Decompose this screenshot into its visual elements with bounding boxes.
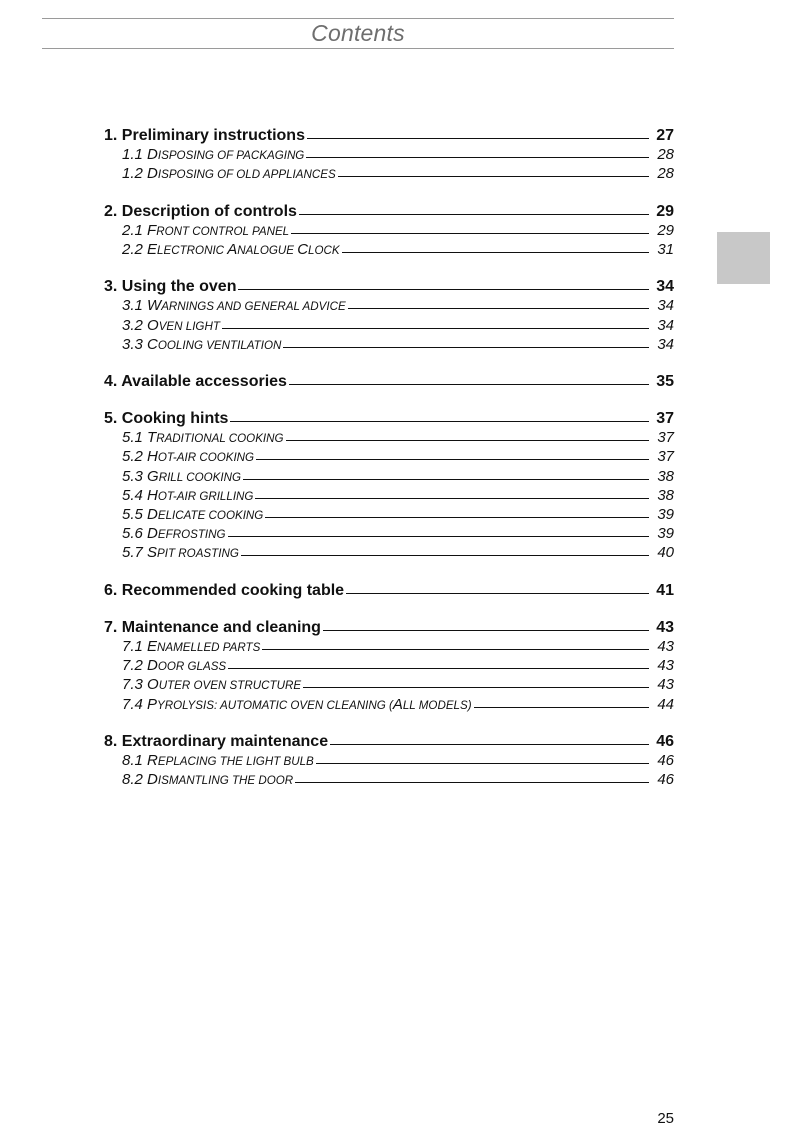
toc-leader: [238, 289, 649, 290]
toc-subentry-initial: D: [147, 525, 158, 543]
toc-subentry-page: 44: [657, 695, 674, 713]
toc-entry-page: 27: [656, 127, 674, 144]
toc-entry[interactable]: [104, 409, 674, 428]
toc-subentry-page: 37: [657, 448, 674, 466]
toc-subentry-text: OOLING VENTILATION: [157, 338, 282, 352]
toc-subentry-initial: F: [147, 221, 157, 239]
toc-subentry[interactable]: [104, 751, 674, 770]
toc-entry-label: Extraordinary maintenance: [121, 732, 329, 750]
toc-entry-title: [104, 581, 344, 600]
header-rule-bottom: [42, 48, 674, 49]
toc-subentry-initial: A: [227, 240, 238, 258]
toc-subentry-text: NALOGUE: [237, 243, 298, 257]
toc-subentry-number: 2.1: [122, 221, 143, 239]
toc-entry-label: Recommended cooking table: [121, 581, 345, 599]
toc-entry[interactable]: [104, 618, 674, 637]
toc-entry-number: 4.: [104, 372, 118, 390]
toc-subentry[interactable]: [104, 524, 674, 543]
toc-section: [104, 409, 674, 563]
toc-subentry-title: [122, 524, 226, 544]
toc-subentry-initial: S: [147, 544, 158, 562]
toc-subentry-text: RONT CONTROL PANEL: [156, 224, 290, 238]
toc-subentry-title: [122, 751, 314, 771]
toc-section: [104, 372, 674, 391]
page-title: Contents: [311, 20, 405, 46]
toc-entry[interactable]: [104, 126, 674, 145]
toc-entry-number: 5.: [104, 410, 118, 428]
toc-subentry-page: 28: [657, 165, 674, 183]
toc-subentry[interactable]: [104, 164, 674, 183]
toc-leader: [295, 782, 649, 783]
toc-subentry-initial: O: [147, 676, 159, 694]
toc-subentry-page: 34: [657, 297, 674, 315]
toc-subentry-number: 5.6: [122, 525, 143, 543]
header-rule-top: [42, 18, 674, 19]
toc-subentry-number: 3.3: [122, 335, 143, 353]
toc-subentry-text: ISPOSING OF PACKAGING: [157, 149, 305, 163]
toc-leader: [346, 593, 649, 594]
toc-subentry-page: 43: [657, 657, 674, 675]
toc-subentry-text: EPLACING THE LIGHT BULB: [157, 754, 314, 768]
toc-section: [104, 126, 674, 184]
toc-subentry-number: 5.1: [122, 429, 143, 447]
toc-subentry-text: ARNINGS AND GENERAL ADVICE: [161, 300, 346, 314]
toc-entry-page: 46: [656, 732, 674, 750]
toc-entry-label: Using the oven: [121, 278, 237, 296]
section-thumb-tab: [717, 232, 770, 284]
toc-entry-page: 35: [656, 372, 674, 390]
toc-subentry-initial: W: [147, 297, 162, 315]
toc-subentry-page: 37: [657, 429, 674, 447]
toc-subentry-page: 43: [657, 637, 674, 655]
toc-subentry-title: [122, 505, 263, 525]
toc-entry-title: [104, 277, 236, 296]
toc-leader: [228, 536, 649, 537]
toc-subentry-initial: E: [147, 240, 158, 258]
toc-subentry-text: OOR GLASS: [157, 660, 227, 674]
toc-subentry[interactable]: [104, 296, 674, 315]
toc-section: [104, 581, 674, 600]
toc-leader: [323, 630, 649, 631]
toc-subentry-number: 5.4: [122, 486, 143, 504]
toc-subentry-initial: D: [147, 146, 158, 164]
toc-entry-page: 43: [656, 618, 674, 636]
toc-leader: [291, 233, 649, 234]
toc-subentry-page: 39: [657, 506, 674, 523]
toc-entry-number: 8.: [104, 732, 118, 750]
toc-subentry-number: 5.3: [122, 467, 143, 485]
toc-subentry-text: LECTRONIC: [157, 243, 228, 257]
toc-subentry-initial: E: [147, 637, 158, 655]
toc-subentry-text: OT-AIR GRILLING: [157, 489, 254, 503]
toc-leader: [222, 328, 649, 329]
toc-subentry-initial: D: [147, 165, 158, 183]
toc-leader: [255, 498, 649, 499]
toc-subentry-title: [122, 296, 346, 316]
toc-subentry[interactable]: [104, 428, 674, 447]
toc-leader: [265, 517, 649, 518]
toc-subentry-number: 5.7: [122, 544, 143, 562]
toc-subentry[interactable]: [104, 675, 674, 694]
toc-subentry-text: LL MODELS): [402, 698, 472, 712]
toc-subentry-text: ELICATE COOKING: [157, 509, 264, 522]
toc-entry[interactable]: [104, 581, 674, 600]
toc-entry[interactable]: [104, 372, 674, 391]
toc-subentry-title: [122, 467, 241, 487]
toc-entry-page: 41: [656, 581, 674, 599]
toc-leader: [338, 176, 649, 177]
toc-subentry-page: 46: [657, 751, 674, 769]
toc-subentry-text: UTER OVEN STRUCTURE: [158, 679, 302, 693]
toc-subentry-initial: G: [147, 467, 159, 485]
toc-subentry[interactable]: [104, 656, 674, 675]
toc-leader: [474, 707, 649, 708]
toc-entry-number: 1.: [104, 127, 118, 144]
toc-subentry[interactable]: [104, 543, 674, 562]
toc-leader: [348, 308, 649, 309]
toc-entry-title: [104, 732, 328, 751]
toc-entry-title: [104, 126, 305, 145]
toc-subentry-page: 28: [657, 146, 674, 164]
toc-subentry-initial: H: [147, 448, 158, 466]
toc-entry[interactable]: [104, 202, 674, 221]
toc-subentry-initial: C: [297, 240, 309, 258]
toc-subentry[interactable]: [104, 695, 674, 714]
toc-subentry[interactable]: [104, 637, 674, 656]
toc-leader: [303, 687, 649, 688]
toc-entry-label: Available accessories: [121, 372, 287, 390]
toc-entry-label: Description of controls: [121, 202, 297, 220]
toc-section: [104, 277, 674, 354]
toc-subentry-title: [122, 656, 226, 676]
toc-subentry-title: [122, 145, 304, 165]
toc-entry-title: [104, 618, 321, 637]
page-number: 25: [657, 1110, 674, 1127]
toc-entry[interactable]: [104, 732, 674, 751]
toc-subentry-title: [122, 164, 336, 184]
toc-entry-page: 29: [656, 202, 674, 220]
toc-subentry-title: [122, 695, 472, 715]
toc-entry-page: 37: [656, 410, 674, 428]
toc-subentry-initial: D: [147, 506, 158, 523]
toc-subentry-title: [122, 335, 281, 355]
toc-subentry[interactable]: [104, 505, 674, 524]
toc-entry-title: [104, 372, 287, 391]
toc-leader: [262, 649, 649, 650]
toc-leader: [228, 668, 649, 669]
toc-entry-page: 34: [656, 278, 674, 296]
toc-subentry-title: [122, 637, 260, 657]
toc-subentry-text: ISMANTLING THE DOOR: [157, 774, 294, 788]
toc-subentry-number: 7.3: [122, 676, 143, 694]
toc-section: [104, 732, 674, 790]
toc-leader: [316, 763, 649, 764]
toc-subentry-text: PIT ROASTING: [157, 547, 239, 561]
toc-subentry-title: [122, 543, 239, 563]
toc-subentry[interactable]: [104, 486, 674, 505]
toc-subentry-initial: A: [392, 695, 403, 713]
toc-subentry-page: 38: [657, 486, 674, 504]
toc-subentry[interactable]: [104, 447, 674, 466]
toc-leader: [299, 214, 649, 215]
toc-subentry-text: LOCK: [308, 243, 340, 257]
toc-subentry-number: 1.2: [122, 165, 143, 183]
toc-subentry-number: 7.1: [122, 637, 143, 655]
toc-entry-label: Maintenance and cleaning: [121, 618, 321, 636]
toc-subentry-number: 8.2: [122, 771, 143, 789]
toc-subentry[interactable]: [104, 770, 674, 789]
toc-subentry[interactable]: [104, 145, 674, 164]
toc-subentry-number: 5.2: [122, 448, 143, 466]
toc-subentry-text: RILL COOKING: [158, 470, 241, 484]
toc-subentry-number: 3.1: [122, 297, 143, 315]
toc-entry[interactable]: [104, 277, 674, 296]
toc-leader: [289, 384, 649, 385]
toc-subentry-initial: R: [147, 751, 158, 769]
toc-subentry-initial: P: [147, 695, 158, 713]
toc-subentry-page: 39: [657, 525, 674, 543]
toc-subentry-page: 34: [657, 316, 674, 334]
toc-subentry-initial: D: [147, 771, 158, 789]
toc-subentry-initial: O: [147, 316, 159, 334]
toc-subentry-number: 8.1: [122, 751, 143, 769]
toc-subentry-text: ISPOSING OF OLD APPLIANCES: [157, 168, 336, 182]
toc-subentry[interactable]: [104, 316, 674, 335]
toc-subentry-initial: D: [147, 657, 158, 675]
toc-subentry-page: 31: [657, 240, 674, 258]
toc-leader: [230, 421, 649, 422]
toc-entry-label: Preliminary instructions: [121, 127, 305, 144]
toc-subentry[interactable]: [104, 467, 674, 486]
toc-leader: [307, 138, 649, 139]
toc-section: [104, 618, 674, 714]
toc-leader: [243, 479, 649, 480]
toc-subentry-title: [122, 486, 253, 506]
toc-entry-number: 2.: [104, 202, 118, 220]
toc-subentry-number: 3.2: [122, 316, 143, 334]
toc-subentry-page: 46: [657, 771, 674, 789]
toc-subentry-text: VEN LIGHT: [158, 319, 220, 333]
toc-subentry-text: NAMELLED PARTS: [157, 640, 261, 654]
toc-leader: [286, 440, 649, 441]
toc-subentry-title: [122, 221, 289, 241]
toc-subentry[interactable]: [104, 335, 674, 354]
toc-subentry-number: 7.4: [122, 695, 143, 713]
toc-section: [104, 202, 674, 260]
toc-entry-title: [104, 202, 297, 221]
toc-leader: [283, 347, 649, 348]
toc-subentry-initial: H: [147, 486, 158, 504]
toc-subentry-title: [122, 428, 284, 448]
toc-subentry-number: 5.5: [122, 506, 143, 523]
toc-entry-number: 6.: [104, 581, 118, 599]
toc-leader: [241, 555, 649, 556]
toc-entry-label: Cooking hints: [121, 410, 229, 428]
toc-subentry-number: 2.2: [122, 240, 143, 258]
toc-subentry-page: 34: [657, 335, 674, 353]
toc-subentry-title: [122, 675, 301, 695]
toc-subentry-page: 38: [657, 467, 674, 485]
toc-subentry-page: 43: [657, 676, 674, 694]
toc-subentry[interactable]: [104, 221, 674, 240]
toc-leader: [330, 744, 649, 745]
toc-subentry-text: RADITIONAL COOKING: [156, 432, 284, 446]
toc-subentry-text: OT-AIR COOKING: [157, 451, 255, 465]
toc-subentry-title: [122, 770, 293, 790]
toc-subentry-title: [122, 447, 254, 467]
toc-entry-number: 3.: [104, 278, 118, 296]
toc-subentry-title: [122, 316, 220, 336]
toc-subentry[interactable]: [104, 240, 674, 259]
toc-subentry-title: [122, 240, 340, 260]
toc-entry-title: [104, 409, 228, 428]
toc-subentry-initial: C: [147, 335, 158, 353]
toc-leader: [342, 252, 649, 253]
toc-entry-number: 7.: [104, 618, 118, 636]
toc-leader: [306, 157, 649, 158]
toc-subentry-number: 7.2: [122, 657, 143, 675]
table-of-contents: [104, 126, 674, 807]
toc-subentry-text: YROLYSIS: AUTOMATIC OVEN CLEANING (: [157, 698, 393, 712]
toc-subentry-initial: T: [147, 429, 157, 447]
toc-subentry-page: 29: [657, 221, 674, 239]
toc-subentry-number: 1.1: [122, 146, 143, 164]
toc-leader: [256, 459, 649, 460]
toc-subentry-page: 40: [657, 544, 674, 562]
toc-subentry-text: EFROSTING: [157, 528, 226, 542]
